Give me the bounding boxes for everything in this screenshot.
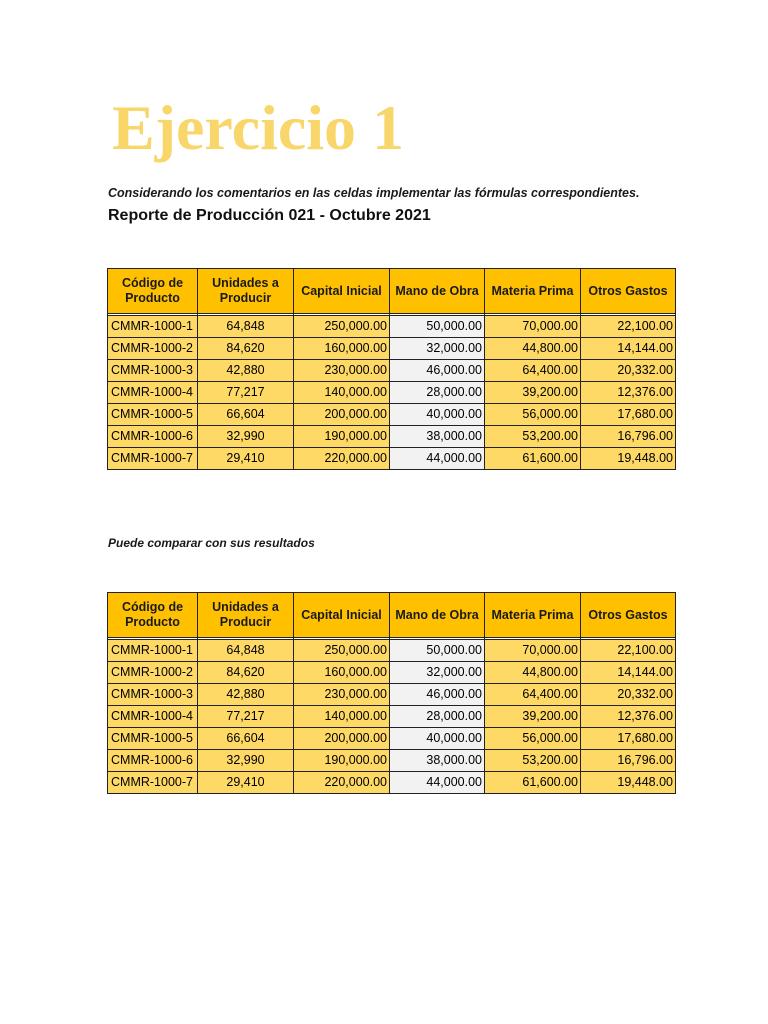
- cell-unidades[interactable]: 32,990: [198, 750, 294, 772]
- table-row: [108, 662, 676, 684]
- cell-mano-obra[interactable]: 50,000.00: [390, 640, 485, 662]
- cell-capital[interactable]: 140,000.00: [294, 706, 390, 728]
- cell-capital[interactable]: 200,000.00: [294, 404, 390, 426]
- cell-unidades[interactable]: 77,217: [198, 382, 294, 404]
- cell-mano-obra[interactable]: 28,000.00: [390, 382, 485, 404]
- cell-otros-gastos[interactable]: 19,448.00: [581, 772, 676, 794]
- cell-materia-prima[interactable]: 53,200.00: [485, 750, 581, 772]
- table-row: [108, 448, 676, 470]
- cell-mano-obra[interactable]: 38,000.00: [390, 426, 485, 448]
- cell-mano-obra[interactable]: 40,000.00: [390, 404, 485, 426]
- production-table-exercise: [107, 268, 676, 470]
- cell-otros-gastos[interactable]: 14,144.00: [581, 662, 676, 684]
- table-header-row: [108, 593, 676, 638]
- cell-unidades[interactable]: 84,620: [198, 338, 294, 360]
- cell-codigo[interactable]: CMMR-1000-1: [108, 316, 198, 338]
- cell-capital[interactable]: 250,000.00: [294, 640, 390, 662]
- cell-otros-gastos[interactable]: 12,376.00: [581, 382, 676, 404]
- header-capital: Capital Inicial: [294, 269, 390, 314]
- header-materia-prima: Materia Prima: [485, 269, 581, 314]
- cell-capital[interactable]: 250,000.00: [294, 316, 390, 338]
- instructions-text: Considerando los comentarios en las celdas implementar las fórmulas correspondientes.: [108, 186, 640, 200]
- table-header-row: [108, 269, 676, 314]
- cell-otros-gastos[interactable]: 17,680.00: [581, 404, 676, 426]
- cell-mano-obra[interactable]: 44,000.00: [390, 772, 485, 794]
- production-table-results: [107, 592, 676, 794]
- cell-otros-gastos[interactable]: 22,100.00: [581, 640, 676, 662]
- cell-unidades[interactable]: 42,880: [198, 360, 294, 382]
- cell-mano-obra[interactable]: 46,000.00: [390, 360, 485, 382]
- cell-materia-prima[interactable]: 70,000.00: [485, 640, 581, 662]
- cell-materia-prima[interactable]: 39,200.00: [485, 382, 581, 404]
- table-row: [108, 404, 676, 426]
- table-row: [108, 684, 676, 706]
- table-body: [108, 314, 676, 470]
- page-title: Ejercicio 1: [112, 92, 405, 163]
- cell-codigo[interactable]: CMMR-1000-2: [108, 662, 198, 684]
- cell-materia-prima[interactable]: 64,400.00: [485, 360, 581, 382]
- cell-codigo[interactable]: CMMR-1000-5: [108, 404, 198, 426]
- cell-mano-obra[interactable]: 28,000.00: [390, 706, 485, 728]
- cell-capital[interactable]: 220,000.00: [294, 448, 390, 470]
- cell-otros-gastos[interactable]: 16,796.00: [581, 750, 676, 772]
- cell-unidades[interactable]: 66,604: [198, 728, 294, 750]
- table-row: [108, 316, 676, 338]
- header-materia-prima: Materia Prima: [485, 593, 581, 638]
- cell-materia-prima[interactable]: 56,000.00: [485, 728, 581, 750]
- cell-unidades[interactable]: 42,880: [198, 684, 294, 706]
- cell-otros-gastos[interactable]: 16,796.00: [581, 426, 676, 448]
- cell-materia-prima[interactable]: 44,800.00: [485, 338, 581, 360]
- cell-otros-gastos[interactable]: 12,376.00: [581, 706, 676, 728]
- header-codigo: Código de Producto: [108, 593, 198, 638]
- cell-capital[interactable]: 140,000.00: [294, 382, 390, 404]
- table-row: [108, 640, 676, 662]
- cell-codigo[interactable]: CMMR-1000-6: [108, 750, 198, 772]
- cell-capital[interactable]: 190,000.00: [294, 750, 390, 772]
- header-capital: Capital Inicial: [294, 593, 390, 638]
- cell-otros-gastos[interactable]: 20,332.00: [581, 684, 676, 706]
- header-mano-obra: Mano de Obra: [390, 269, 485, 314]
- cell-codigo[interactable]: CMMR-1000-3: [108, 360, 198, 382]
- cell-unidades[interactable]: 66,604: [198, 404, 294, 426]
- table-row: [108, 772, 676, 794]
- cell-capital[interactable]: 220,000.00: [294, 772, 390, 794]
- cell-mano-obra[interactable]: 46,000.00: [390, 684, 485, 706]
- table-body: [108, 638, 676, 794]
- table-row: [108, 338, 676, 360]
- cell-materia-prima[interactable]: 39,200.00: [485, 706, 581, 728]
- cell-unidades[interactable]: 64,848: [198, 316, 294, 338]
- header-otros-gastos: Otros Gastos: [581, 269, 676, 314]
- cell-materia-prima[interactable]: 53,200.00: [485, 426, 581, 448]
- cell-codigo[interactable]: CMMR-1000-7: [108, 448, 198, 470]
- cell-unidades[interactable]: 32,990: [198, 426, 294, 448]
- cell-otros-gastos[interactable]: 20,332.00: [581, 360, 676, 382]
- cell-materia-prima[interactable]: 44,800.00: [485, 662, 581, 684]
- cell-codigo[interactable]: CMMR-1000-4: [108, 382, 198, 404]
- cell-materia-prima[interactable]: 64,400.00: [485, 684, 581, 706]
- cell-unidades[interactable]: 29,410: [198, 772, 294, 794]
- compare-note: Puede comparar con sus resultados: [108, 536, 315, 550]
- table-row: [108, 728, 676, 750]
- header-unidades: Unidades a Producir: [198, 593, 294, 638]
- cell-otros-gastos[interactable]: 22,100.00: [581, 316, 676, 338]
- cell-mano-obra[interactable]: 40,000.00: [390, 728, 485, 750]
- table-row: [108, 750, 676, 772]
- table-row: [108, 426, 676, 448]
- cell-codigo[interactable]: CMMR-1000-5: [108, 728, 198, 750]
- header-unidades: Unidades a Producir: [198, 269, 294, 314]
- cell-materia-prima[interactable]: 61,600.00: [485, 448, 581, 470]
- cell-mano-obra[interactable]: 32,000.00: [390, 662, 485, 684]
- header-mano-obra: Mano de Obra: [390, 593, 485, 638]
- cell-capital[interactable]: 190,000.00: [294, 426, 390, 448]
- table-row: [108, 360, 676, 382]
- cell-otros-gastos[interactable]: 19,448.00: [581, 448, 676, 470]
- cell-capital[interactable]: 160,000.00: [294, 338, 390, 360]
- table-row: [108, 706, 676, 728]
- cell-codigo[interactable]: CMMR-1000-4: [108, 706, 198, 728]
- cell-mano-obra[interactable]: 50,000.00: [390, 316, 485, 338]
- cell-mano-obra[interactable]: 32,000.00: [390, 338, 485, 360]
- cell-mano-obra[interactable]: 44,000.00: [390, 448, 485, 470]
- cell-codigo[interactable]: CMMR-1000-2: [108, 338, 198, 360]
- cell-mano-obra[interactable]: 38,000.00: [390, 750, 485, 772]
- cell-unidades[interactable]: 64,848: [198, 640, 294, 662]
- cell-materia-prima[interactable]: 56,000.00: [485, 404, 581, 426]
- cell-capital[interactable]: 200,000.00: [294, 728, 390, 750]
- cell-capital[interactable]: 230,000.00: [294, 360, 390, 382]
- cell-materia-prima[interactable]: 70,000.00: [485, 316, 581, 338]
- cell-codigo[interactable]: CMMR-1000-7: [108, 772, 198, 794]
- table-row: [108, 382, 676, 404]
- cell-codigo[interactable]: CMMR-1000-1: [108, 640, 198, 662]
- cell-codigo[interactable]: CMMR-1000-3: [108, 684, 198, 706]
- cell-otros-gastos[interactable]: 14,144.00: [581, 338, 676, 360]
- cell-unidades[interactable]: 77,217: [198, 706, 294, 728]
- cell-capital[interactable]: 160,000.00: [294, 662, 390, 684]
- cell-materia-prima[interactable]: 61,600.00: [485, 772, 581, 794]
- report-title: Reporte de Producción 021 - Octubre 2021: [108, 207, 431, 224]
- cell-unidades[interactable]: 84,620: [198, 662, 294, 684]
- header-otros-gastos: Otros Gastos: [581, 593, 676, 638]
- cell-codigo[interactable]: CMMR-1000-6: [108, 426, 198, 448]
- header-codigo: Código de Producto: [108, 269, 198, 314]
- cell-capital[interactable]: 230,000.00: [294, 684, 390, 706]
- cell-otros-gastos[interactable]: 17,680.00: [581, 728, 676, 750]
- cell-unidades[interactable]: 29,410: [198, 448, 294, 470]
